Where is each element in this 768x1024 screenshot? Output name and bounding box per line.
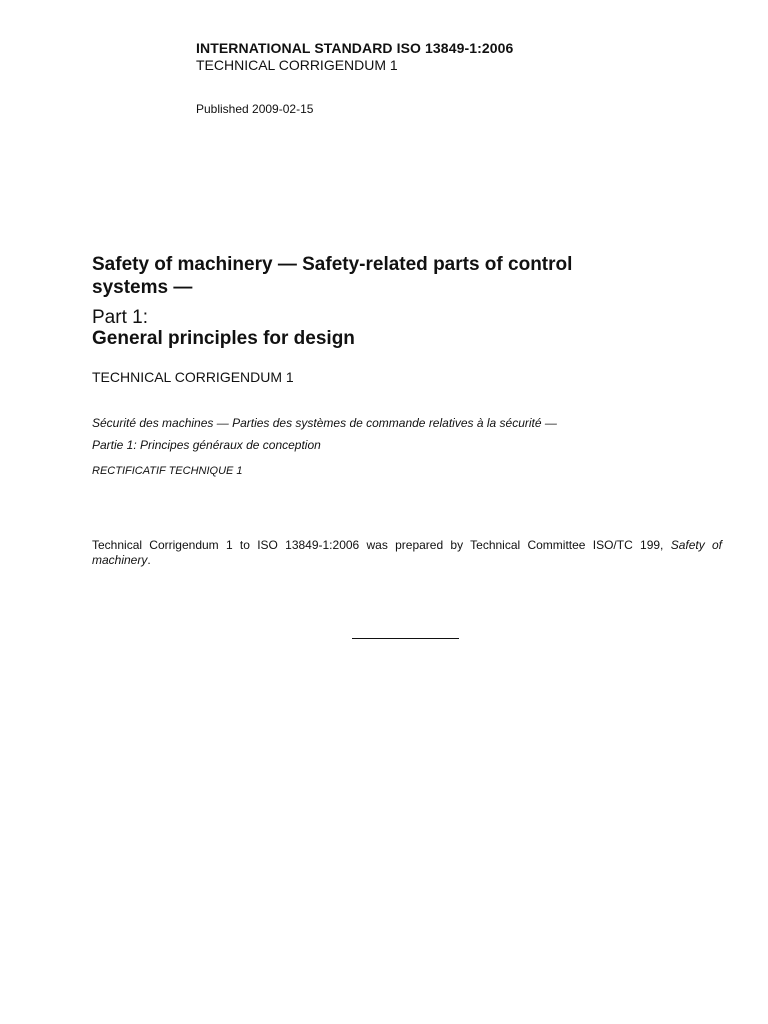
french-title: Sécurité des machines — Parties des systèmes de commande relatives à la sécurité — (92, 416, 557, 430)
standard-title: INTERNATIONAL STANDARD ISO 13849-1:2006 (196, 40, 514, 56)
french-part-title: Partie 1: Principes généraux de conception (92, 438, 321, 452)
document-main-title: Safety of machinery — Safety-related parts of control systems — (92, 254, 573, 298)
corrigendum-label-french: RECTIFICATIF TECHNIQUE 1 (92, 465, 243, 477)
body-text-start: Technical Corrigendum 1 to ISO 13849-1:2006 was prepared by Technical Committee ISO/TC 199, (92, 538, 671, 552)
corrigendum-header: TECHNICAL CORRIGENDUM 1 (196, 57, 398, 73)
end-rule-divider (352, 638, 459, 639)
body-text-end: . (147, 553, 151, 567)
body-paragraph (92, 538, 722, 568)
part-title: General principles for design (92, 328, 355, 349)
published-date: Published 2009-02-15 (196, 102, 314, 116)
part-label: Part 1: (92, 307, 148, 328)
body-text-italic: Safety of machinery (92, 538, 722, 567)
corrigendum-label-english: TECHNICAL CORRIGENDUM 1 (92, 369, 294, 385)
